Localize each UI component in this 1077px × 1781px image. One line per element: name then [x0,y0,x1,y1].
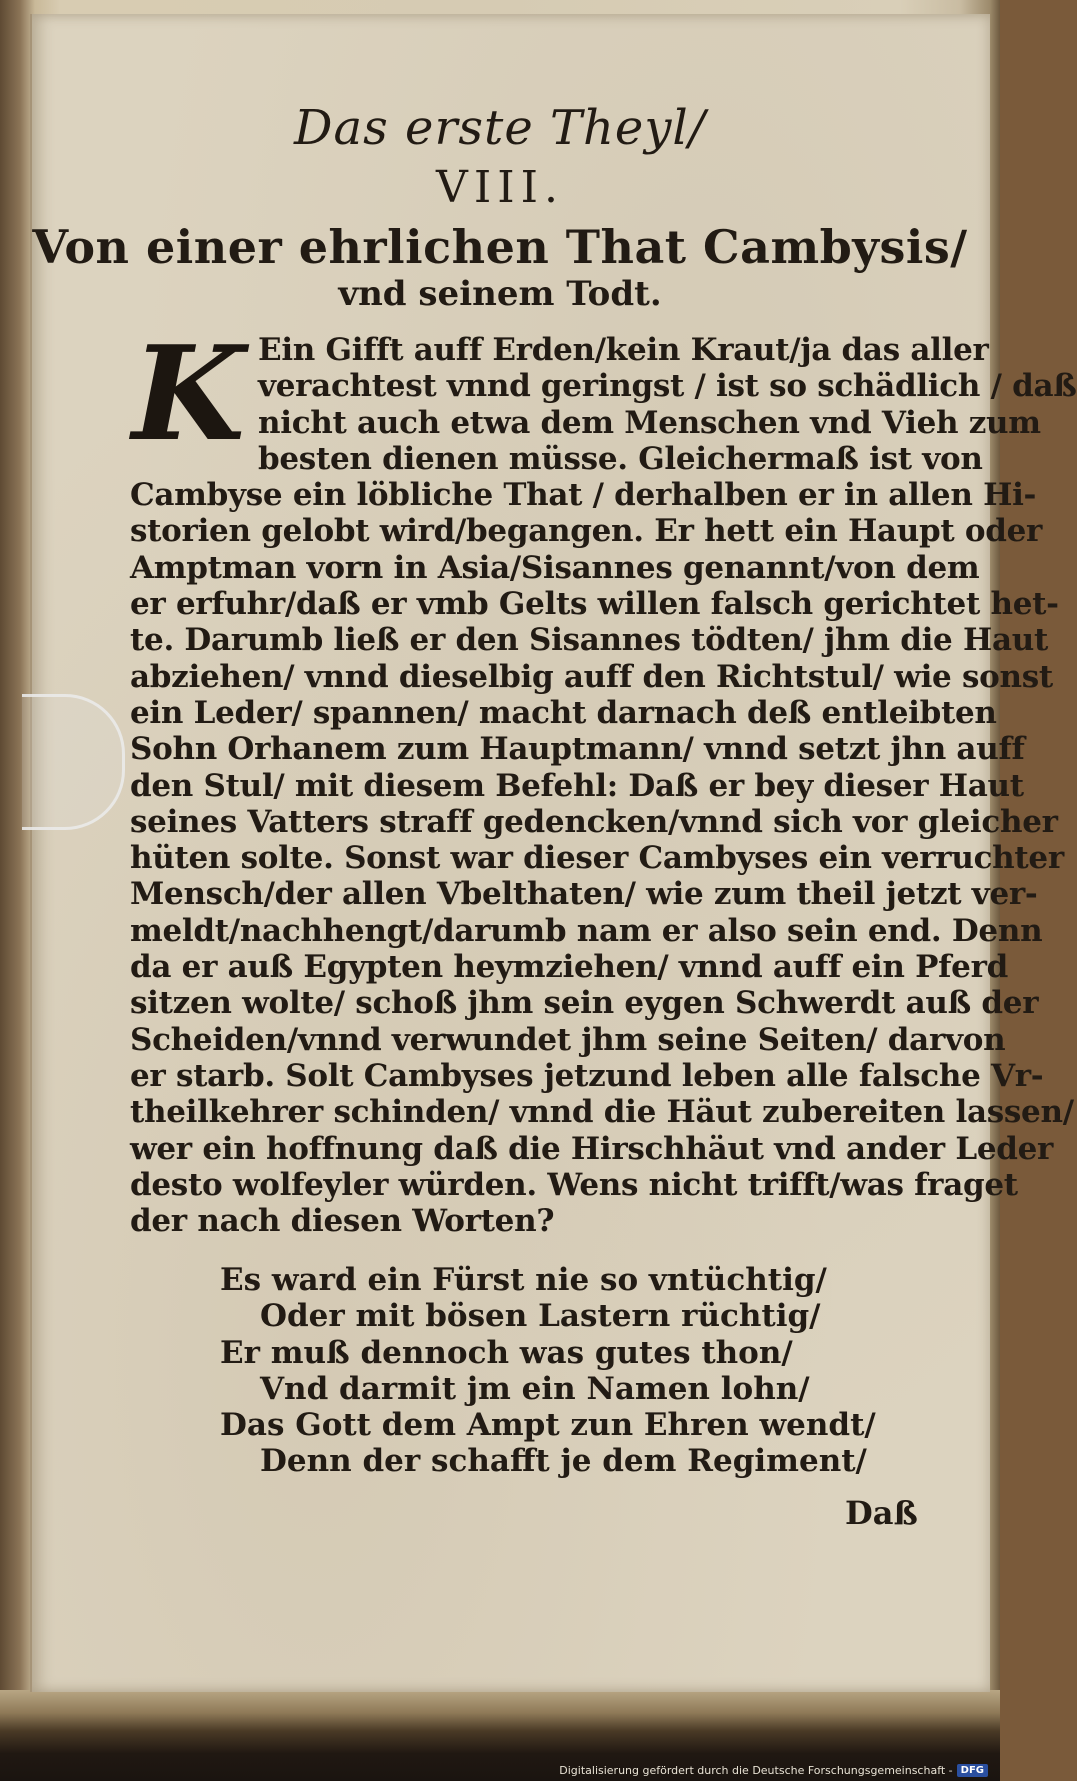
text-line: er erfuhr/daß er vmb Gelts willen falsch gerichtet het- [130,586,1059,623]
text-line: da er auß Egypten heymziehen/ vnnd auff ein Pferd [130,949,1008,986]
text-line: nicht auch etwa dem Menschen vnd Vieh zum [258,404,1041,441]
text-line: besten dienen müsse. Gleichermaß ist von [258,440,983,477]
text-line: seines Vatters straff gedencken/vnnd sich vor gleicher [130,803,1058,840]
text-line: abziehen/ vnnd dieselbig auff den Richtstul/ wie sonst [130,658,1053,695]
verse-line: Denn der schafft je dem Regiment/ [260,1443,867,1480]
catchword: Daß [845,1494,918,1532]
text-line: theilkehrer schinden/ vnnd die Häut zubereiten lassen/ [130,1094,1074,1131]
verse-line: Vnd darmit jm ein Namen lohn/ [260,1370,810,1407]
text-line: verachtest vnnd geringst / ist so schädlich / daß [258,368,1077,405]
text-line: meldt/nachhengt/darumb nam er also sein end. Denn [130,912,1043,949]
text-line: sitzen wolte/ schoß jhm sein eygen Schwerdt auß der [130,985,1039,1022]
chapter-number: VIII. [436,162,564,213]
digitization-credit [559,1764,988,1777]
text-line: ein Leder/ spannen/ macht darnach deß entleibten [130,694,997,731]
verse-line: Das Gott dem Ampt zun Ehren wendt/ [220,1407,876,1444]
text-line: Amptman vorn in Asia/Sisannes genannt/von dem [130,549,980,586]
text-line: Mensch/der allen Vbelthaten/ wie zum theil jetzt ver- [130,876,1038,913]
text-line: storien gelobt wird/begangen. Er hett ein Haupt oder [130,513,1043,550]
dfg-logo: DFG [957,1764,988,1777]
running-head: Das erste Theyl/ [294,100,706,156]
text-line: er starb. Solt Cambyses jetzund leben alle falsche Vr- [130,1057,1044,1094]
text-line: Scheiden/vnnd verwundet jhm seine Seiten/ darvon [130,1021,1006,1058]
text-line: den Stul/ mit diesem Befehl: Daß er bey dieser Haut [130,767,1024,804]
body-text [130,317,1077,1240]
verse-line: Oder mit bösen Lastern rüchtig/ [260,1298,821,1335]
verse-line: Er muß dennoch was gutes thon/ [220,1334,793,1371]
text-line: wer ein hoffnung daß die Hirschhäut vnd ander Leder [130,1130,1054,1167]
text-line: hüten solte. Sonst war dieser Cambyses ein verruchter [130,840,1064,877]
text-line: Cambyse ein löbliche That / derhalben er in allen Hi- [130,477,1037,514]
text-line: te. Darumb ließ er den Sisannes tödten/ jhm die Haut [130,622,1049,659]
verse-block [220,1262,876,1480]
text-line: Sohn Orhanem zum Hauptmann/ vnnd setzt jhn auff [130,731,1025,768]
chapter-subtitle: vnd seinem Todt. [338,274,662,314]
chapter-title: Von einer ehrlichen That Cambysis/ [32,220,968,274]
text-line: der nach diesen Worten? [130,1203,555,1240]
text-line: desto wolfeyler würden. Wens nicht trifft/was fraget [130,1166,1018,1203]
verse-line: Es ward ein Fürst nie so vntüchtig/ [220,1262,827,1298]
decorated-initial: K [132,317,245,470]
text-line: Ein Gifft auff Erden/kein Kraut/ja das aller [258,332,989,368]
credit-text: Digitalisierung gefördert durch die Deutsche Forschungsgemeinschaft - [559,1764,953,1777]
page-clip [22,694,125,830]
